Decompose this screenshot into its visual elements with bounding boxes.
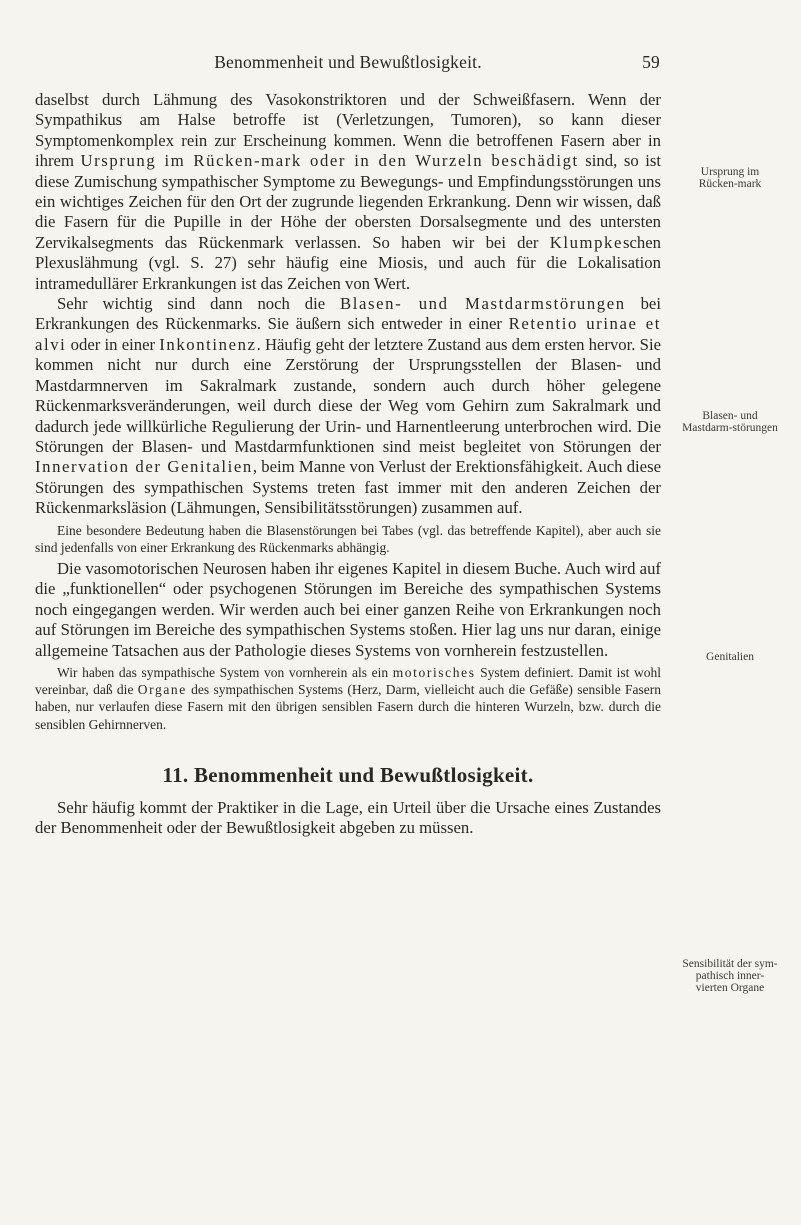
small-paragraph-1: Eine besondere Bedeutung haben die Blasenstörungen bei Tabes (vgl. das betreffende Kapitel), aber auch sie sind jedenfalls von einer Erkrankung des Rückenmarks abhängig. (35, 522, 661, 555)
text-run: System definiert. Damit ist wohl vereinbar, daß die (35, 664, 661, 698)
spaced-emphasis: Klumpke (549, 232, 623, 252)
spaced-emphasis: Innervation der Genitalien (35, 457, 253, 477)
text-run: bei Erkrankungen des Rückenmarks. Sie äußern sich entweder in einer (35, 294, 661, 334)
text-run: . Häufig geht der letztere Zustand aus dem ersten hervor. Sie kommen nicht nur durch eine Zerstörung der Ursprungsstellen der Blasen- und Mastdarmnerven im Sakralmark zustande, sondern auch durch höher gelegene Rückenmarksveränderungen, weil durch diese der Weg vom Gehirn zum Sakralmark und dadurch jede willkürliche Regulierung der Urin- und Harnentleerung unterbrochen wird. Die Störungen der Blasen- und Mastdarmfunktionen sind meist begleitet von Störungen der (35, 334, 661, 456)
spaced-emphasis: Inkontinenz (159, 334, 257, 354)
spaced-emphasis: Ursprung im Rücken-mark oder in den Wurzeln beschädigt (80, 151, 579, 171)
text-run: oder in einer (66, 334, 160, 354)
margin-note-genitalien: Genitalien (706, 651, 754, 663)
text-run: Sehr wichtig sind dann noch die (57, 294, 341, 314)
text-run: Wir haben das sympathische System von vornherein als ein (57, 664, 393, 680)
text-run: daselbst durch Lähmung des Vasokonstriktoren und der Schweißfasern. Wenn der Sympathikus am Halse betroffe ist (Verletzungen, Tumoren), so kann dieser Symptomenkomplex rein zur Erscheinung kommen. Wenn die betroffenen Fasern aber in ihrem (35, 90, 661, 171)
spaced-emphasis: Organe (137, 682, 187, 698)
spaced-emphasis: motorisches (392, 664, 476, 680)
running-title: Benommenheit und Bewußtlosigkeit. (214, 52, 482, 72)
margin-note-blasen: Blasen- und Mastdarm-störungen (682, 410, 778, 434)
paragraph-4: Sehr häufig kommt der Praktiker in die Lage, ein Urteil über die Ursache eines Zustandes der Benommenheit oder der Bewußtlosigkeit abgeben zu müssen. (35, 797, 661, 838)
text-run: sind, so ist diese Zumischung sympathischer Symptome zu Bewegungs- und Empfindungsstörungen uns ein wichtiges Zeichen für den Ort der zugrunde liegenden Erkrankung. Denn wir wissen, daß die Fasern für die Pupille in der Höhe der obersten Dorsalsegmente und des untersten Zervikalsegments das Rückenmark verlassen. So haben wir bei der (35, 151, 661, 252)
text-run: schen Plexuslähmung (vgl. S. 27) sehr häufig eine Miosis, und auch für die Lokalisation intramedullärer Erkrankungen ist das Zeichen von Wert. (35, 232, 661, 293)
margin-note-sensibilitaet: Sensibilität der sym-pathisch inner-vierten Organe (682, 958, 778, 994)
text-run: des sympathischen Systems (Herz, Darm, vielleicht auch die Gefäße) sensible Fasern haben, nur verlaufen diese Fasern mit den übrigen sensiblen Fasern durch die hinteren Wurzeln, bzw. durch die sensiblen Gehirnnerven. (35, 682, 662, 732)
small-paragraph-2 (35, 664, 661, 733)
spaced-emphasis: Retentio urinae et alvi (35, 314, 661, 354)
text-run: , beim Manne von Verlust der Erektionsfähigkeit. Auch diese Störungen des sympathischen Systems treten fast immer mit den anderen Zeichen der Rückenmarksläsion (Lähmungen, Sensibilitätsstörungen) zusammen auf. (35, 457, 661, 518)
paragraph-1 (35, 90, 661, 294)
paragraph-3: Die vasomotorischen Neurosen haben ihr eigenes Kapitel in diesem Buche. Auch wird auf die „funktionellen“ oder psychogenen Störungen im Bereiche des sympathischen Systems noch eingegangen werden. Wir werden auch bei einer ganzen Reihe von Erkrankungen noch auf Störungen im Bereiche des sympathischen Systems stoßen. Hier lag uns nur daran, einige allgemeine Tatsachen aus der Pathologie dieses Systems von vornherein festzustellen. (35, 558, 661, 660)
spaced-emphasis: Blasen- und Mastdarmstörungen (340, 294, 626, 314)
page-number: 59 (642, 52, 660, 72)
page-body (35, 90, 661, 839)
margin-note-ursprung: Ursprung im Rücken-mark (698, 166, 762, 190)
section-heading: 11. Benommenheit und Bewußtlosigkeit. (162, 762, 534, 787)
paragraph-2 (35, 294, 661, 518)
